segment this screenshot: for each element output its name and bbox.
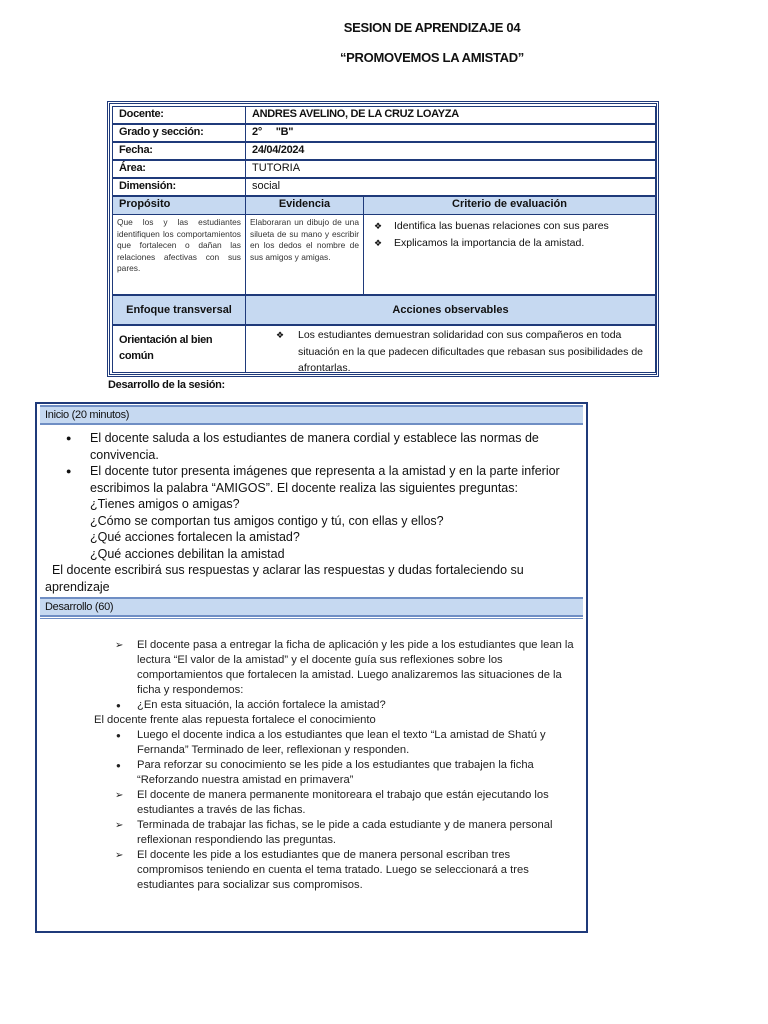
acciones-header: Acciones observables — [245, 295, 656, 325]
activity-block — [35, 402, 588, 933]
desarrollo-item: ● ¿En esta situación, la acción fortalece la amistad? — [89, 698, 579, 713]
session-title: SESION DE APRENDIZAJE 04 — [343, 20, 521, 35]
dimension-label: Dimensión: — [112, 178, 246, 196]
area-label: Área: — [112, 160, 246, 178]
desarrollo-item: ➢ Terminada de trabajar las fichas, se le pide a cada estudiante y de manera personal reflexionan respondiendo las preguntas. — [89, 818, 579, 848]
session-subtitle: “PROMOVEMOS LA AMISTAD” — [339, 50, 524, 65]
proposito-header: Propósito — [112, 196, 246, 215]
divider — [40, 618, 583, 619]
inicio-header: Inicio (20 minutos) — [40, 405, 583, 425]
inicio-question: ¿Tienes amigos o amigas? — [90, 497, 240, 511]
diamond-bullet-icon: ❖ — [276, 330, 285, 340]
orientacion-label: Orientación al bien común — [112, 325, 246, 373]
desarrollo-item: ➢ El docente de manera permanente monitoreara el trabajo que están ejecutando los estudiantes a través de las fichas. — [89, 788, 579, 818]
info-table — [107, 101, 659, 377]
proposito-text: Que los y las estudiantes identifiquen los comportamientos que fortalecen o dañan las relaciones afectivas con sus pares. — [112, 214, 246, 295]
fecha-value: 24/04/2024 — [245, 142, 656, 160]
inicio-closing — [42, 562, 582, 595]
inicio-bullet: ● El docente tutor presenta imágenes que representa a la amistad y en la parte inferior escribimos la palabra “AMIGOS”. El docente realiza las siguientes preguntas: — [42, 463, 582, 496]
area-value: TUTORIA — [245, 160, 656, 178]
inicio-question: ¿Qué acciones fortalecen la amistad? — [90, 530, 300, 544]
fecha-label: Fecha: — [112, 142, 246, 160]
desarrollo-content — [89, 638, 579, 893]
criterio-item: ❖ Explicamos la importancia de la amistad. — [394, 235, 651, 252]
accion-cell — [245, 325, 656, 373]
evidencia-header: Evidencia — [245, 196, 364, 215]
desarrollo-item: ➢ El docente les pide a los estudiantes que de manera personal escriban tres compromisos teniendo en cuenta el tema tratado. Luego se seleccionará a tres estudiantes para socializar sus compromisos. — [89, 848, 579, 893]
criterio-list — [363, 214, 656, 295]
inicio-question: ¿Cómo se comportan tus amigos contigo y tú, con ellas y ellos? — [90, 513, 444, 528]
inicio-question: ¿Qué acciones debilitan la amistad — [90, 546, 285, 561]
desarrollo-sesion-label: Desarrollo de la sesión: — [108, 379, 225, 391]
desarrollo-item: ● Luego el docente indica a los estudiantes que lean el texto “La amistad de Shatú y Fernanda” Terminado de leer, reflexionan y responden. — [89, 728, 579, 758]
grado-value: 2° "B" — [245, 124, 656, 142]
desarrollo-note: El docente frente alas repuesta fortalece el conocimiento — [94, 714, 376, 726]
desarrollo-header: Desarrollo (60) — [40, 597, 583, 617]
grado-label: Grado y sección: — [112, 124, 246, 142]
inicio-bullet: ● El docente saluda a los estudiantes de manera cordial y establece las normas de convivencia. — [42, 430, 582, 463]
desarrollo-item: ➢ El docente pasa a entregar la ficha de aplicación y les pide a los estudiantes que lean la lectura “El valor de la amistad” y el docente guía sus reflexiones sobre los comportamientos que fortalecen la amistad. Luego analizaremos las situaciones de la ficha y respondemos: — [89, 638, 579, 698]
inicio-content — [42, 430, 582, 595]
dimension-value: social — [245, 178, 656, 196]
docente-value: ANDRES AVELINO, DE LA CRUZ LOAYZA — [245, 106, 656, 124]
inicio-closing-text: El docente escribirá sus respuestas y aclarar las respuestas y dudas fortaleciendo su aprendizaje — [45, 563, 524, 594]
criterio-item: ❖ Identifica las buenas relaciones con sus pares — [394, 218, 651, 235]
docente-label: Docente: — [112, 106, 246, 124]
evidencia-text: Elaboraran un dibujo de una silueta de su mano y escribir en los dedos el nombre de sus amigos y amigas. — [245, 214, 364, 295]
accion-text: Los estudiantes demuestran solidaridad con sus compañeros en toda situación en la que padecen dificultades que rebasan sus posibilidades de afrontarlas. — [298, 329, 643, 373]
desarrollo-item: ● Para reforzar su conocimiento se les pide a los estudiantes que trabajen la ficha “Reforzando nuestra amistad en primavera” — [89, 758, 579, 788]
criterio-header: Criterio de evaluación — [363, 196, 656, 215]
enfoque-header: Enfoque transversal — [112, 295, 246, 325]
